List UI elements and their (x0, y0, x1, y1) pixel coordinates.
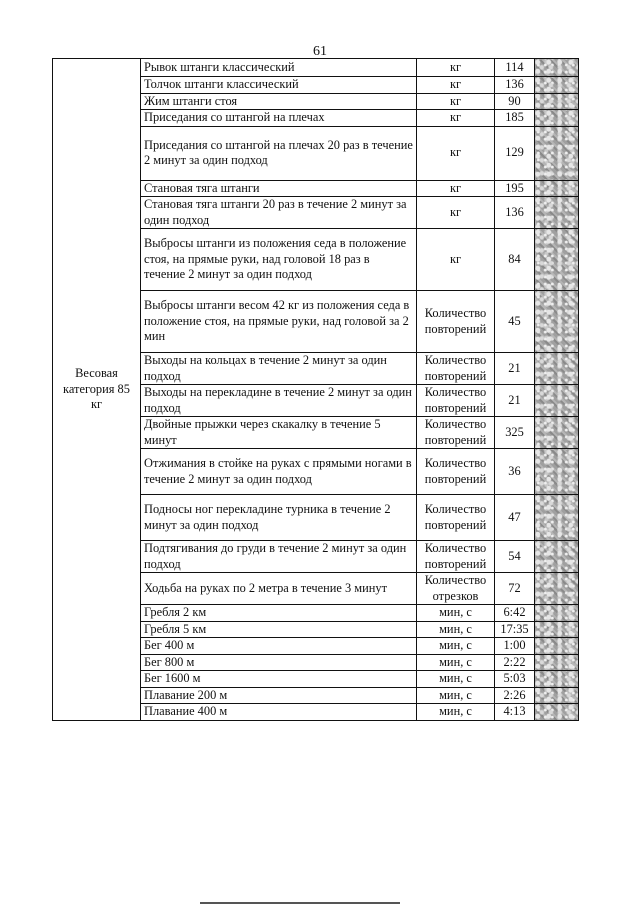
unit-of-measure: Количество отрезков (417, 573, 495, 605)
redacted-cell (535, 59, 579, 77)
unit-of-measure: кг (417, 59, 495, 77)
unit-of-measure: кг (417, 93, 495, 110)
exercise-name: Гребля 2 км (141, 605, 417, 622)
redacted-cell (535, 291, 579, 353)
norm-value: 21 (495, 353, 535, 385)
redacted-cell (535, 229, 579, 291)
exercise-name: Рывок штанги классический (141, 59, 417, 77)
exercise-name: Гребля 5 км (141, 621, 417, 638)
exercise-name: Выбросы штанги весом 42 кг из положения седа в положение стоя, на прямые руки, над головой за 2 мин (141, 291, 417, 353)
weight-category: Весовая категория 85 кг (53, 59, 141, 721)
exercise-name: Плавание 400 м (141, 704, 417, 721)
norm-value: 6:42 (495, 605, 535, 622)
unit-of-measure: кг (417, 180, 495, 197)
norms-table (52, 58, 579, 721)
norm-value: 90 (495, 93, 535, 110)
redacted-cell (535, 605, 579, 622)
norm-value: 72 (495, 573, 535, 605)
exercise-name: Выходы на перекладине в течение 2 минут за один подход (141, 385, 417, 417)
exercise-name: Ходьба на руках по 2 метра в течение 3 минут (141, 573, 417, 605)
unit-of-measure: кг (417, 77, 495, 94)
unit-of-measure: Количество повторений (417, 495, 495, 541)
exercise-name: Приседания со штангой на плечах 20 раз в течение 2 минут за один подход (141, 126, 417, 180)
norm-value: 4:13 (495, 704, 535, 721)
norm-value: 5:03 (495, 671, 535, 688)
redacted-cell (535, 621, 579, 638)
table-row (53, 59, 579, 77)
norm-value: 21 (495, 385, 535, 417)
unit-of-measure: мин, с (417, 605, 495, 622)
unit-of-measure: Количество повторений (417, 385, 495, 417)
norm-value: 84 (495, 229, 535, 291)
norm-value: 54 (495, 541, 535, 573)
unit-of-measure: мин, с (417, 704, 495, 721)
exercise-name: Подносы ног перекладине турника в течение 2 минут за один подход (141, 495, 417, 541)
unit-of-measure: кг (417, 197, 495, 229)
exercise-name: Бег 800 м (141, 654, 417, 671)
unit-of-measure: мин, с (417, 654, 495, 671)
norm-value: 185 (495, 110, 535, 127)
norm-value: 325 (495, 417, 535, 449)
unit-of-measure: мин, с (417, 621, 495, 638)
redacted-cell (535, 654, 579, 671)
unit-of-measure: кг (417, 110, 495, 127)
redacted-cell (535, 687, 579, 704)
norm-value: 17:35 (495, 621, 535, 638)
redacted-cell (535, 671, 579, 688)
exercise-name: Отжимания в стойке на руках с прямыми ногами в течение 2 минут за один подход (141, 449, 417, 495)
unit-of-measure: кг (417, 126, 495, 180)
unit-of-measure: мин, с (417, 687, 495, 704)
norm-value: 136 (495, 77, 535, 94)
unit-of-measure: мин, с (417, 671, 495, 688)
exercise-name: Становая тяга штанги (141, 180, 417, 197)
norm-value: 45 (495, 291, 535, 353)
redacted-cell (535, 180, 579, 197)
redacted-cell (535, 541, 579, 573)
redacted-cell (535, 638, 579, 655)
unit-of-measure: кг (417, 229, 495, 291)
redacted-cell (535, 704, 579, 721)
norm-value: 2:26 (495, 687, 535, 704)
norm-value: 129 (495, 126, 535, 180)
exercise-name: Выходы на кольцах в течение 2 минут за один подход (141, 353, 417, 385)
redacted-cell (535, 197, 579, 229)
norm-value: 114 (495, 59, 535, 77)
unit-of-measure: Количество повторений (417, 417, 495, 449)
exercise-name: Становая тяга штанги 20 раз в течение 2 минут за один подход (141, 197, 417, 229)
norm-value: 47 (495, 495, 535, 541)
redacted-cell (535, 93, 579, 110)
unit-of-measure: Количество повторений (417, 449, 495, 495)
unit-of-measure: Количество повторений (417, 291, 495, 353)
exercise-name: Жим штанги стоя (141, 93, 417, 110)
exercise-name: Плавание 200 м (141, 687, 417, 704)
norm-value: 136 (495, 197, 535, 229)
unit-of-measure: мин, с (417, 638, 495, 655)
exercise-name: Выбросы штанги из положения седа в положение стоя, на прямые руки, над головой 18 раз в течение 2 минут за один подход (141, 229, 417, 291)
unit-of-measure: Количество повторений (417, 353, 495, 385)
redacted-cell (535, 77, 579, 94)
unit-of-measure: Количество повторений (417, 541, 495, 573)
redacted-cell (535, 449, 579, 495)
exercise-name: Приседания со штангой на плечах (141, 110, 417, 127)
redacted-cell (535, 417, 579, 449)
redacted-cell (535, 110, 579, 127)
redacted-cell (535, 126, 579, 180)
redacted-cell (535, 495, 579, 541)
redacted-cell (535, 353, 579, 385)
norm-value: 1:00 (495, 638, 535, 655)
exercise-name: Двойные прыжки через скакалку в течение 5 минут (141, 417, 417, 449)
exercise-name: Бег 400 м (141, 638, 417, 655)
norm-value: 2:22 (495, 654, 535, 671)
page-edge (200, 902, 400, 904)
exercise-name: Толчок штанги классический (141, 77, 417, 94)
page-number: 61 (313, 44, 327, 59)
norm-value: 195 (495, 180, 535, 197)
redacted-cell (535, 385, 579, 417)
exercise-name: Бег 1600 м (141, 671, 417, 688)
exercise-name: Подтягивания до груди в течение 2 минут за один подход (141, 541, 417, 573)
norm-value: 36 (495, 449, 535, 495)
redacted-cell (535, 573, 579, 605)
